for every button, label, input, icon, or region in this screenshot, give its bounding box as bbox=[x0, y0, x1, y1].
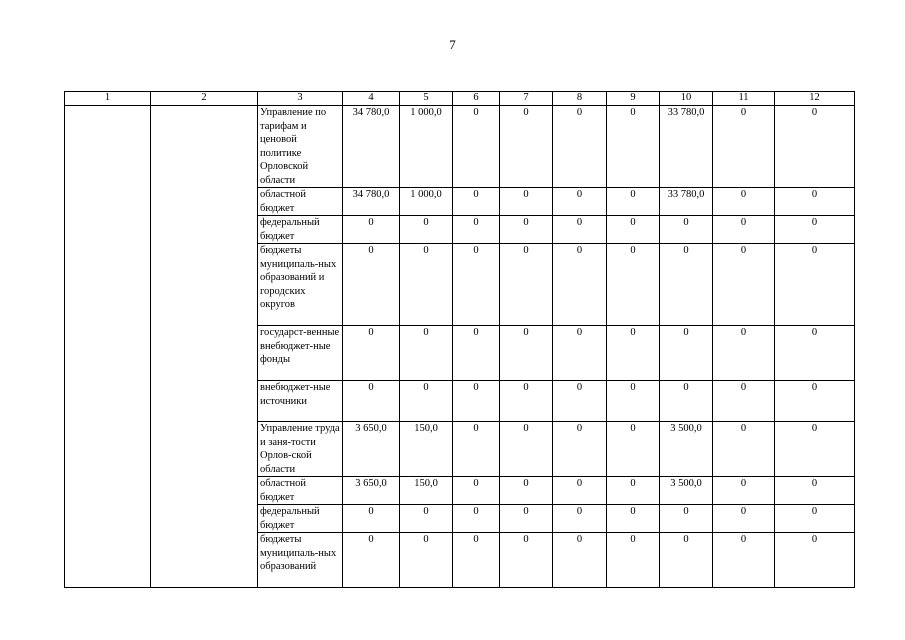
value-cell: 0 bbox=[713, 216, 775, 244]
value-cell: 0 bbox=[553, 216, 607, 244]
value-cell: 1 000,0 bbox=[400, 106, 453, 188]
row-label: Управление по тарифам и ценовой политике Орловской области bbox=[258, 106, 343, 188]
value-cell: 0 bbox=[453, 326, 500, 381]
value-cell: 0 bbox=[660, 326, 713, 381]
row-label: бюджеты муниципаль-ных образований и городских округов bbox=[258, 244, 343, 326]
value-cell: 0 bbox=[400, 533, 453, 588]
value-cell: 34 780,0 bbox=[343, 106, 400, 188]
column-number-row bbox=[65, 92, 855, 106]
value-cell: 0 bbox=[713, 477, 775, 505]
value-cell: 0 bbox=[453, 381, 500, 422]
value-cell: 0 bbox=[713, 422, 775, 477]
value-cell: 33 780,0 bbox=[660, 106, 713, 188]
value-cell: 0 bbox=[400, 244, 453, 326]
value-cell: 0 bbox=[713, 106, 775, 188]
value-cell: 0 bbox=[607, 216, 660, 244]
value-cell: 0 bbox=[343, 505, 400, 533]
value-cell: 1 000,0 bbox=[400, 188, 453, 216]
value-cell: 33 780,0 bbox=[660, 188, 713, 216]
value-cell: 0 bbox=[607, 381, 660, 422]
value-cell: 0 bbox=[713, 244, 775, 326]
value-cell: 0 bbox=[500, 505, 553, 533]
value-cell: 0 bbox=[775, 422, 855, 477]
value-cell: 0 bbox=[660, 533, 713, 588]
value-cell: 0 bbox=[453, 533, 500, 588]
value-cell: 0 bbox=[453, 505, 500, 533]
value-cell: 0 bbox=[713, 381, 775, 422]
value-cell: 0 bbox=[453, 106, 500, 188]
value-cell: 0 bbox=[775, 505, 855, 533]
value-cell: 3 500,0 bbox=[660, 422, 713, 477]
value-cell: 0 bbox=[607, 505, 660, 533]
value-cell: 0 bbox=[400, 326, 453, 381]
value-cell: 0 bbox=[553, 188, 607, 216]
value-cell: 0 bbox=[500, 188, 553, 216]
value-cell: 0 bbox=[343, 244, 400, 326]
value-cell: 0 bbox=[713, 533, 775, 588]
value-cell: 0 bbox=[607, 106, 660, 188]
value-cell: 0 bbox=[775, 533, 855, 588]
value-cell: 0 bbox=[775, 477, 855, 505]
table-row bbox=[65, 106, 855, 188]
value-cell: 3 650,0 bbox=[343, 477, 400, 505]
column-header: 6 bbox=[453, 92, 500, 106]
column-header: 5 bbox=[400, 92, 453, 106]
value-cell: 0 bbox=[607, 244, 660, 326]
column-header: 2 bbox=[151, 92, 258, 106]
row-label: федеральный бюджет bbox=[258, 505, 343, 533]
column-header: 10 bbox=[660, 92, 713, 106]
value-cell: 0 bbox=[553, 326, 607, 381]
value-cell: 0 bbox=[553, 477, 607, 505]
value-cell: 34 780,0 bbox=[343, 188, 400, 216]
value-cell: 0 bbox=[343, 533, 400, 588]
value-cell: 0 bbox=[607, 533, 660, 588]
value-cell: 0 bbox=[453, 188, 500, 216]
value-cell: 0 bbox=[400, 381, 453, 422]
value-cell: 0 bbox=[400, 216, 453, 244]
value-cell: 0 bbox=[775, 244, 855, 326]
value-cell: 0 bbox=[453, 422, 500, 477]
value-cell: 0 bbox=[400, 505, 453, 533]
column-header: 9 bbox=[607, 92, 660, 106]
column-header: 8 bbox=[553, 92, 607, 106]
value-cell: 0 bbox=[500, 326, 553, 381]
row-label: внебюджет-ные источники bbox=[258, 381, 343, 422]
value-cell: 0 bbox=[775, 216, 855, 244]
page-number: 7 bbox=[449, 37, 456, 52]
row-label: Управление труда и заня-тости Орлов-ской области bbox=[258, 422, 343, 477]
value-cell: 0 bbox=[453, 216, 500, 244]
column-1-cell bbox=[65, 106, 151, 588]
column-header: 12 bbox=[775, 92, 855, 106]
value-cell: 0 bbox=[343, 216, 400, 244]
value-cell: 0 bbox=[660, 244, 713, 326]
table-body bbox=[65, 106, 855, 588]
column-header: 7 bbox=[500, 92, 553, 106]
value-cell: 0 bbox=[660, 505, 713, 533]
value-cell: 0 bbox=[500, 533, 553, 588]
column-2-cell bbox=[151, 106, 258, 588]
value-cell: 0 bbox=[500, 381, 553, 422]
value-cell: 0 bbox=[775, 381, 855, 422]
value-cell: 0 bbox=[660, 381, 713, 422]
row-label: государст-венные внебюджет-ные фонды bbox=[258, 326, 343, 381]
value-cell: 0 bbox=[553, 533, 607, 588]
row-label: областной бюджет bbox=[258, 188, 343, 216]
column-header: 4 bbox=[343, 92, 400, 106]
value-cell: 0 bbox=[343, 381, 400, 422]
value-cell: 0 bbox=[500, 106, 553, 188]
column-header: 1 bbox=[65, 92, 151, 106]
value-cell: 3 650,0 bbox=[343, 422, 400, 477]
value-cell: 0 bbox=[607, 326, 660, 381]
value-cell: 0 bbox=[713, 188, 775, 216]
value-cell: 0 bbox=[607, 477, 660, 505]
value-cell: 0 bbox=[343, 326, 400, 381]
value-cell: 3 500,0 bbox=[660, 477, 713, 505]
row-label: федеральный бюджет bbox=[258, 216, 343, 244]
value-cell: 0 bbox=[660, 216, 713, 244]
value-cell: 0 bbox=[553, 381, 607, 422]
value-cell: 0 bbox=[607, 422, 660, 477]
value-cell: 150,0 bbox=[400, 477, 453, 505]
value-cell: 0 bbox=[553, 422, 607, 477]
value-cell: 0 bbox=[713, 326, 775, 381]
value-cell: 0 bbox=[553, 244, 607, 326]
budget-table bbox=[64, 91, 855, 588]
value-cell: 0 bbox=[775, 326, 855, 381]
column-header: 3 bbox=[258, 92, 343, 106]
value-cell: 150,0 bbox=[400, 422, 453, 477]
row-label: областной бюджет bbox=[258, 477, 343, 505]
value-cell: 0 bbox=[500, 477, 553, 505]
value-cell: 0 bbox=[775, 188, 855, 216]
column-header: 11 bbox=[713, 92, 775, 106]
value-cell: 0 bbox=[553, 505, 607, 533]
row-label: бюджеты муниципаль-ных образований bbox=[258, 533, 343, 588]
value-cell: 0 bbox=[500, 244, 553, 326]
value-cell: 0 bbox=[500, 216, 553, 244]
value-cell: 0 bbox=[713, 505, 775, 533]
value-cell: 0 bbox=[607, 188, 660, 216]
value-cell: 0 bbox=[553, 106, 607, 188]
value-cell: 0 bbox=[453, 244, 500, 326]
value-cell: 0 bbox=[775, 106, 855, 188]
value-cell: 0 bbox=[453, 477, 500, 505]
value-cell: 0 bbox=[500, 422, 553, 477]
